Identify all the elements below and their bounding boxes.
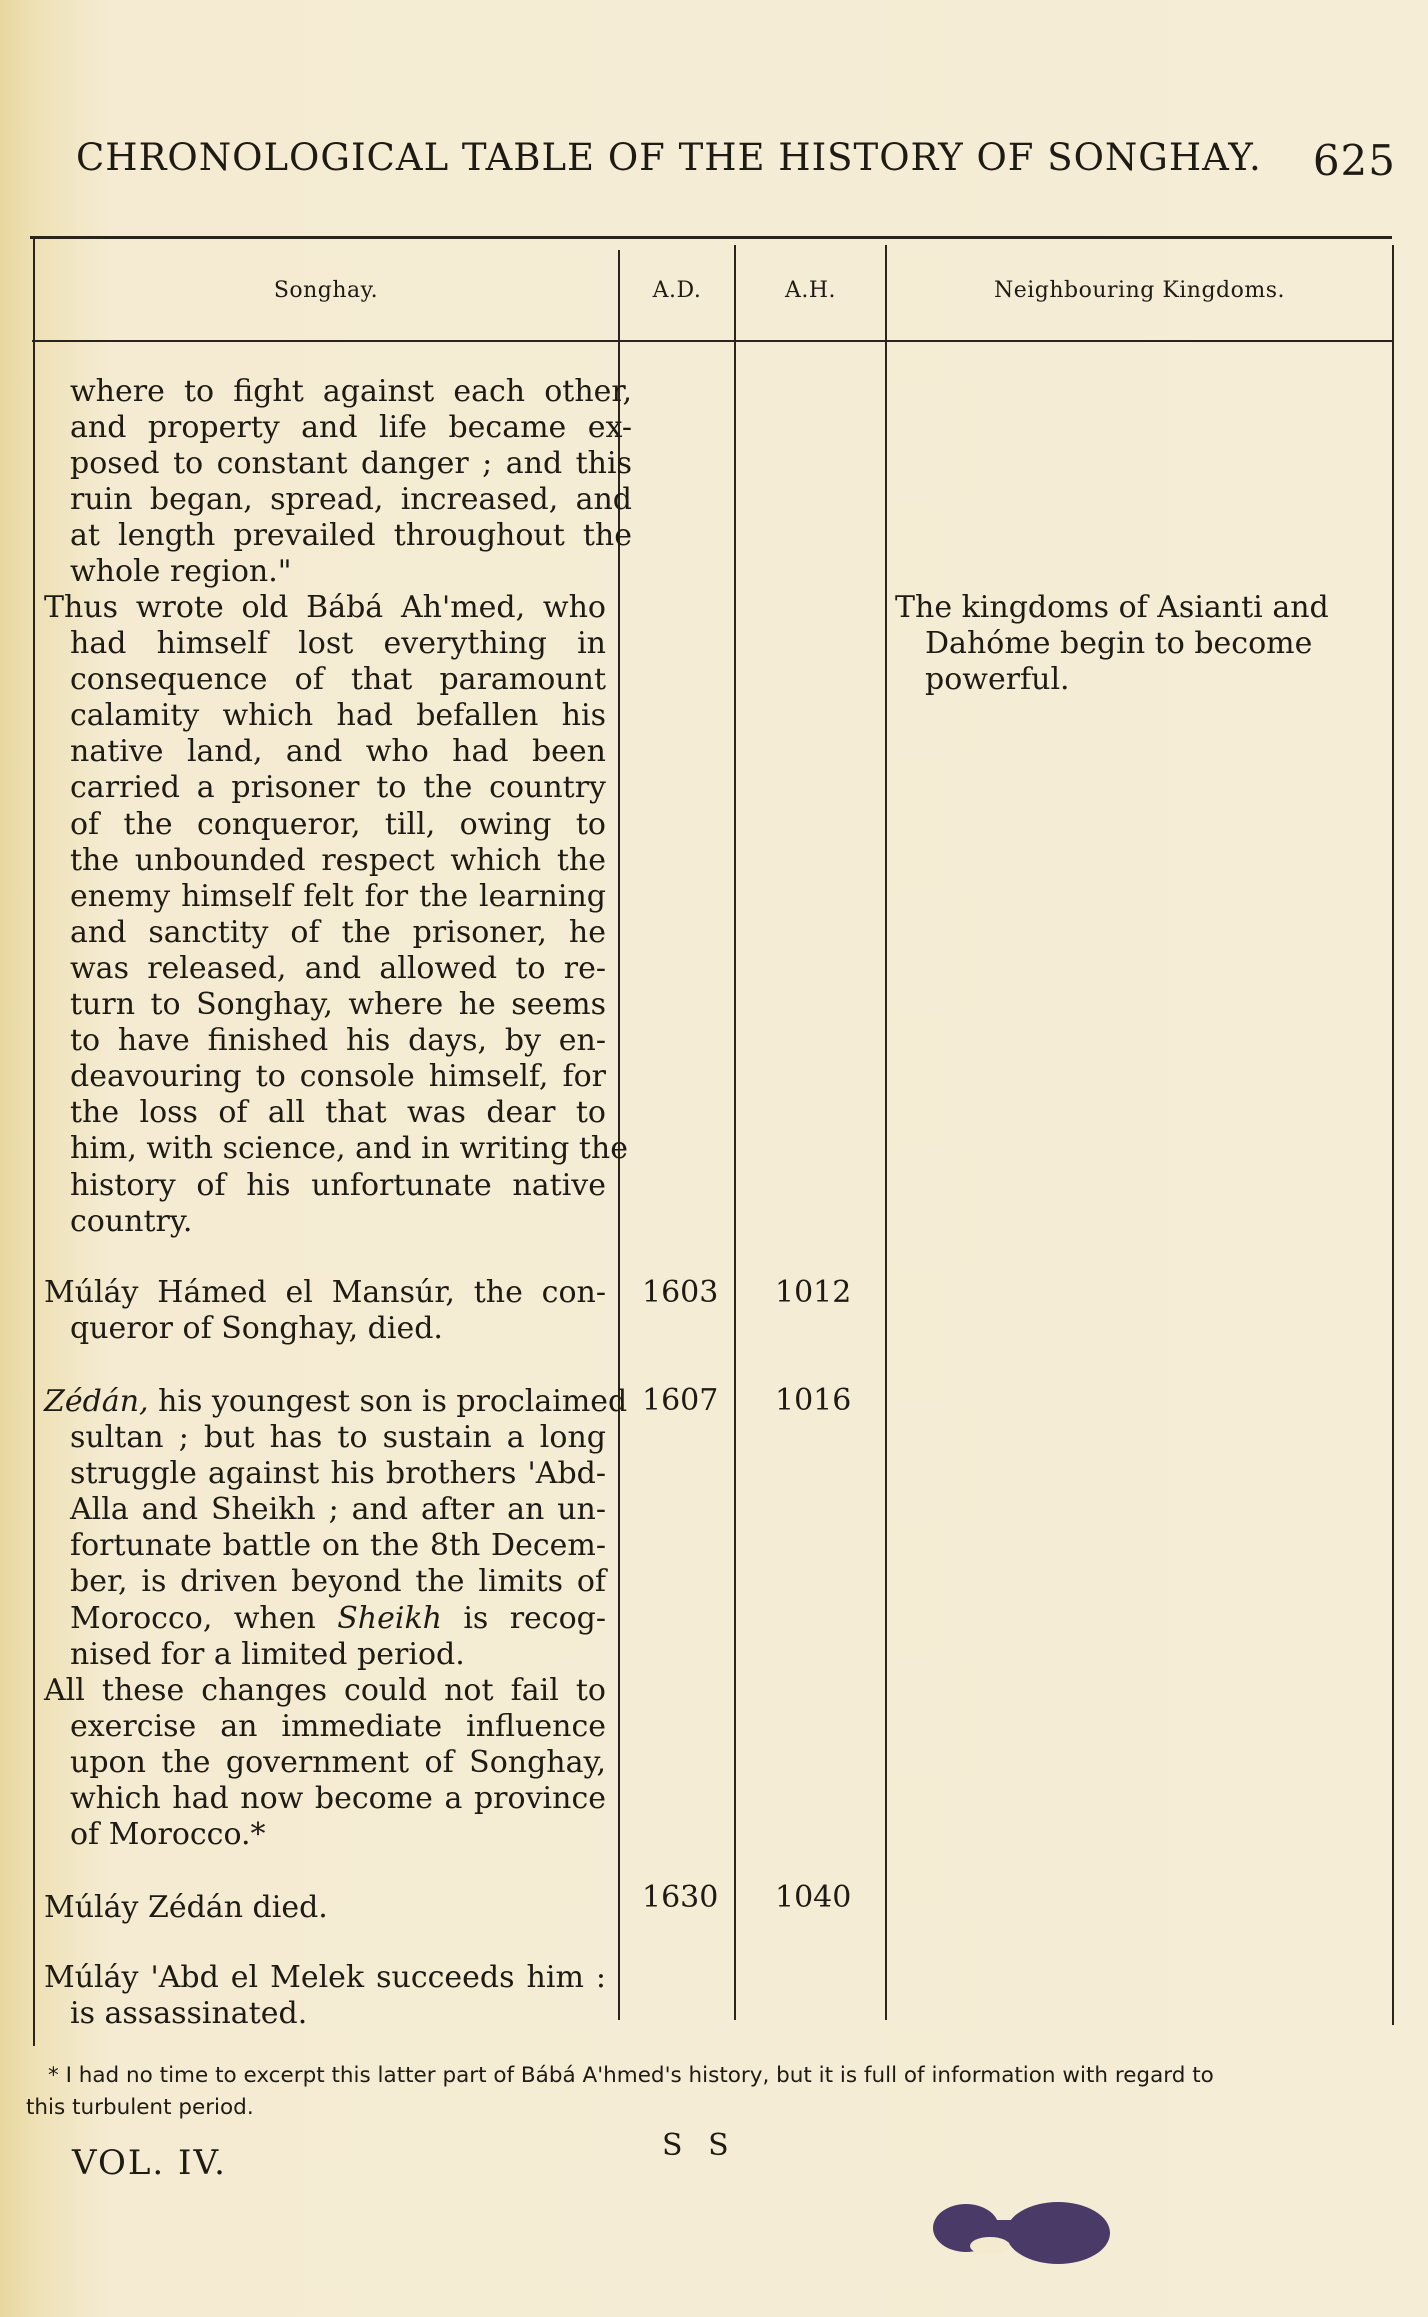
ad-year: 1630	[642, 1880, 719, 1915]
column-header-ad: A.D.	[652, 277, 702, 303]
divider-ah-neighbours	[885, 245, 887, 2020]
entry-mansur-died: Múláy Hámed el Mansúr, the con- queror of Songhay, died.	[44, 1275, 606, 1347]
table-left-rule	[33, 236, 35, 2046]
divider-ad-ah	[734, 245, 736, 2020]
table-top-rule	[30, 236, 1392, 239]
entry-quotation-end: where to fight against each other, and property and life became ex- posed to constant danger ; and this ruin began, spread, increased, and at length prevailed throughout the whole region."	[70, 374, 632, 590]
header-bottom-rule	[32, 340, 1394, 342]
ah-year: 1040	[775, 1880, 852, 1915]
entry-abd-el-melek: Múláy 'Abd el Melek succeeds him : is assassinated.	[44, 1960, 606, 2032]
column-header-neighbouring: Neighbouring Kingdoms.	[993, 277, 1286, 303]
ad-year: 1607	[642, 1383, 719, 1418]
footnote: * I had no time to excerpt this latter part of Bábá A'hmed's history, but it is full of information with regard to this turbulent period.	[26, 2063, 1214, 2120]
entry-baba-ahmed: Thus wrote old Bábá Ah'med, who had himself lost everything in consequence of that paramount calamity which had befallen his native land, and who had been carried a prisoner to the country of the conqueror, till, owing to the unbounded respect which the enemy himself felt for the learning and sanctity of the prisoner, he was released, and allowed to re- turn to Songhay, where he seems to have finished his days, by en- deavouring to console himself, for the loss of all that was dear to him, with science, and in writing the history of his unfortunate native country.	[44, 590, 628, 1239]
entry-changes-influence: All these changes could not fail to exercise an immediate influence upon the government of Songhay, which had now become a province of Morocco.*	[44, 1673, 606, 1853]
table-right-rule	[1392, 245, 1394, 2025]
ad-year: 1603	[642, 1275, 719, 1310]
volume-signature: VOL. IV.	[72, 2143, 227, 2183]
gathering-signature: S S	[662, 2128, 737, 2163]
ah-year: 1016	[775, 1383, 852, 1418]
ah-year: 1012	[775, 1275, 852, 1310]
library-stamp-icon	[928, 2196, 1114, 2268]
entry-zedan-proclaimed: Zédán, his youngest son is proclaimed sultan ; but has to sustain a long struggle against his brothers 'Abd- Alla and Sheikh ; and after an un- fortunate battle on the 8th Decem- ber, is driven beyond the limits of Morocco, when Sheikh is recog- nised for a limited period.	[44, 1384, 628, 1672]
entry-zedan-died: Múláy Zédán died.	[44, 1890, 328, 1925]
column-header-ah: A.H.	[784, 277, 837, 303]
page-title: CHRONOLOGICAL TABLE OF THE HISTORY OF SONGHAY.	[76, 136, 1262, 179]
page-number: 625	[1312, 136, 1396, 185]
running-head	[76, 136, 1396, 185]
column-header-songhay: Songhay.	[273, 277, 379, 303]
neighbouring-entry: The kingdoms of Asianti and Dahóme begin to become powerful.	[895, 590, 1329, 697]
